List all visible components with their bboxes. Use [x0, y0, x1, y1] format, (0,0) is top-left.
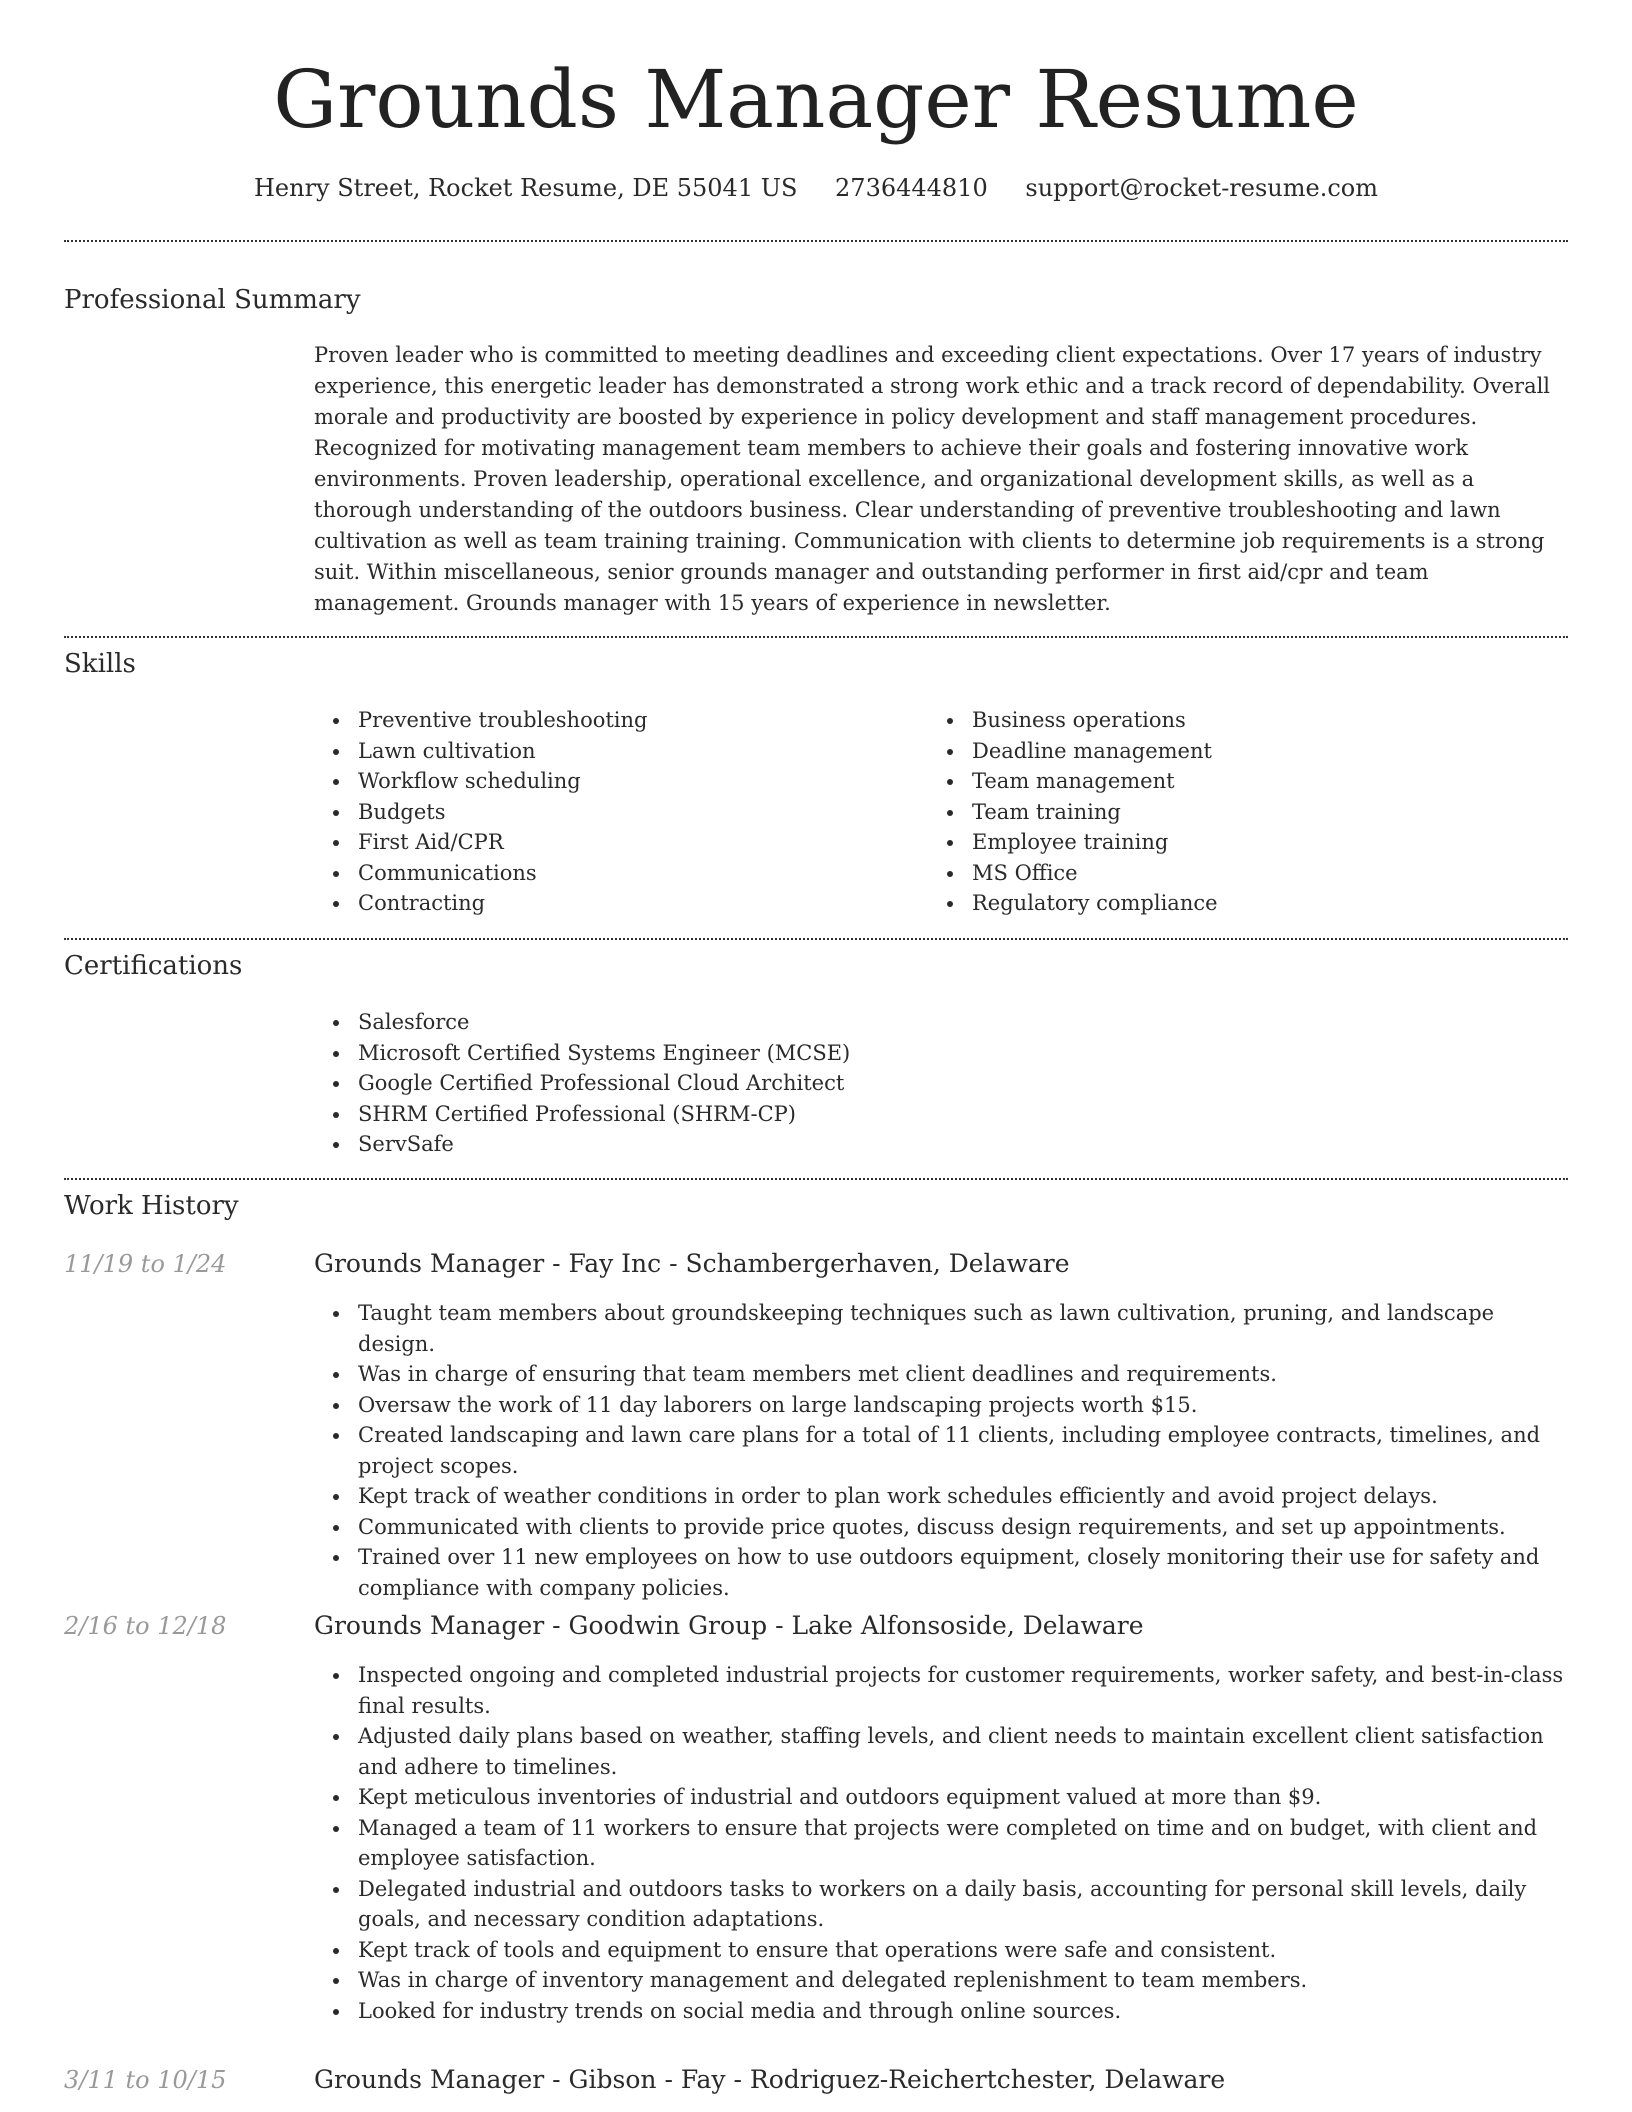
skill-item: Preventive troubleshooting — [314, 705, 647, 736]
section-divider — [64, 1178, 1568, 1180]
section-divider — [64, 240, 1568, 242]
job-bullet: Trained over 11 new employees on how to use outdoors equipment, closely monitoring their use for safety and compliance with company policies. — [314, 1542, 1568, 1603]
job-bullet: Taught team members about groundskeeping techniques such as lawn cultivation, pruning, and landscape design. — [314, 1298, 1568, 1359]
contact-phone: 2736444810 — [835, 174, 988, 202]
job-title: Grounds Manager - Gibson - Fay - Rodriguez-Reichertchester, Delaware — [314, 2065, 1226, 2094]
certification-item: Microsoft Certified Systems Engineer (MCSE) — [314, 1038, 850, 1069]
section-divider — [64, 938, 1568, 940]
skill-item: Contracting — [314, 888, 647, 919]
resume-title: Grounds Manager Resume — [273, 53, 1359, 146]
skill-item: First Aid/CPR — [314, 827, 647, 858]
skills-heading: Skills — [64, 649, 136, 679]
job-bullet: Kept track of tools and equipment to ensure that operations were safe and consistent. — [314, 1935, 1568, 1966]
contact-line — [0, 172, 1632, 204]
skill-item: Workflow scheduling — [314, 766, 647, 797]
contact-address: Henry Street, Rocket Resume, DE 55041 US — [253, 174, 798, 202]
job-bullet: Inspected ongoing and completed industrial projects for customer requirements, worker safety, and best-in-class final results. — [314, 1660, 1568, 1721]
skill-item: Deadline management — [928, 736, 1218, 767]
summary-heading: Professional Summary — [64, 285, 361, 315]
job-bullet: Oversaw the work of 11 day laborers on large landscaping projects worth $15. — [314, 1390, 1568, 1421]
job-bullet: Created landscaping and lawn care plans for a total of 11 clients, including employee contracts, timelines, and project scopes. — [314, 1420, 1568, 1481]
job-title: Grounds Manager - Goodwin Group - Lake Alfonsoside, Delaware — [314, 1611, 1144, 1640]
skill-item: MS Office — [928, 858, 1218, 889]
certification-item: Google Certified Professional Cloud Architect — [314, 1068, 850, 1099]
job-dates: 3/11 to 10/15 — [64, 2066, 227, 2094]
job-bullet: Adjusted daily plans based on weather, staffing levels, and client needs to maintain excellent client satisfaction and adhere to timelines. — [314, 1721, 1568, 1782]
job-bullet: Was in charge of ensuring that team members met client deadlines and requirements. — [314, 1359, 1568, 1390]
job-dates: 11/19 to 1/24 — [64, 1250, 227, 1278]
certification-item: SHRM Certified Professional (SHRM-CP) — [314, 1099, 850, 1130]
job-bullet: Kept track of weather conditions in order to plan work schedules efficiently and avoid project delays. — [314, 1481, 1568, 1512]
job-bullet: Managed a team of 11 workers to ensure that projects were completed on time and on budget, with client and employee satisfaction. — [314, 1813, 1568, 1874]
job-bullet: Was in charge of inventory management and delegated replenishment to team members. — [314, 1965, 1568, 1996]
certification-item: Salesforce — [314, 1007, 850, 1038]
job-bullet: Looked for industry trends on social media and through online sources. — [314, 1996, 1568, 2027]
skill-item: Regulatory compliance — [928, 888, 1218, 919]
job-bullet: Kept meticulous inventories of industrial and outdoors equipment valued at more than $9. — [314, 1782, 1568, 1813]
skill-item: Lawn cultivation — [314, 736, 647, 767]
skills-list-right — [928, 705, 1218, 919]
job-bullet: Delegated industrial and outdoors tasks to workers on a daily basis, accounting for personal skill levels, daily goals, and necessary condition adaptations. — [314, 1874, 1568, 1935]
skill-item: Employee training — [928, 827, 1218, 858]
certifications-list — [314, 1007, 850, 1160]
job-dates: 2/16 to 12/18 — [64, 1612, 227, 1640]
job-title: Grounds Manager - Fay Inc - Schambergerhaven, Delaware — [314, 1249, 1070, 1278]
skill-item: Team training — [928, 797, 1218, 828]
skill-item: Business operations — [928, 705, 1218, 736]
job-bullets — [314, 1660, 1568, 2026]
summary-text: Proven leader who is committed to meeting deadlines and exceeding client expectations. Over 17 years of industry experience, this energetic leader has demonstrated a strong work ethic and a track record of dependability. Overall morale and productivity are boosted by experience in policy development and staff management procedures. Recognized for motivating management team members to achieve their goals and fostering innovative work environments. Proven leadership, operational excellence, and organizational development skills, as well as a thorough understanding of the outdoors business. Clear understanding of preventive troubleshooting and lawn cultivation as well as team training training. Communication with clients to determine job requirements is a strong suit. Within miscellaneous, senior grounds manager and outstanding performer in first aid/cpr and team management. Grounds manager with 15 years of experience in newsletter. — [314, 343, 1551, 615]
contact-email: support@rocket-resume.com — [1025, 174, 1378, 202]
work-history-heading: Work History — [64, 1191, 239, 1221]
skills-list-left — [314, 705, 647, 919]
skill-item: Budgets — [314, 797, 647, 828]
skill-item: Team management — [928, 766, 1218, 797]
job-bullet: Communicated with clients to provide price quotes, discuss design requirements, and set up appointments. — [314, 1512, 1568, 1543]
certifications-heading: Certifications — [64, 951, 243, 981]
section-divider — [64, 636, 1568, 638]
skill-item: Communications — [314, 858, 647, 889]
certification-item: ServSafe — [314, 1129, 850, 1160]
job-bullets — [314, 1298, 1568, 1603]
